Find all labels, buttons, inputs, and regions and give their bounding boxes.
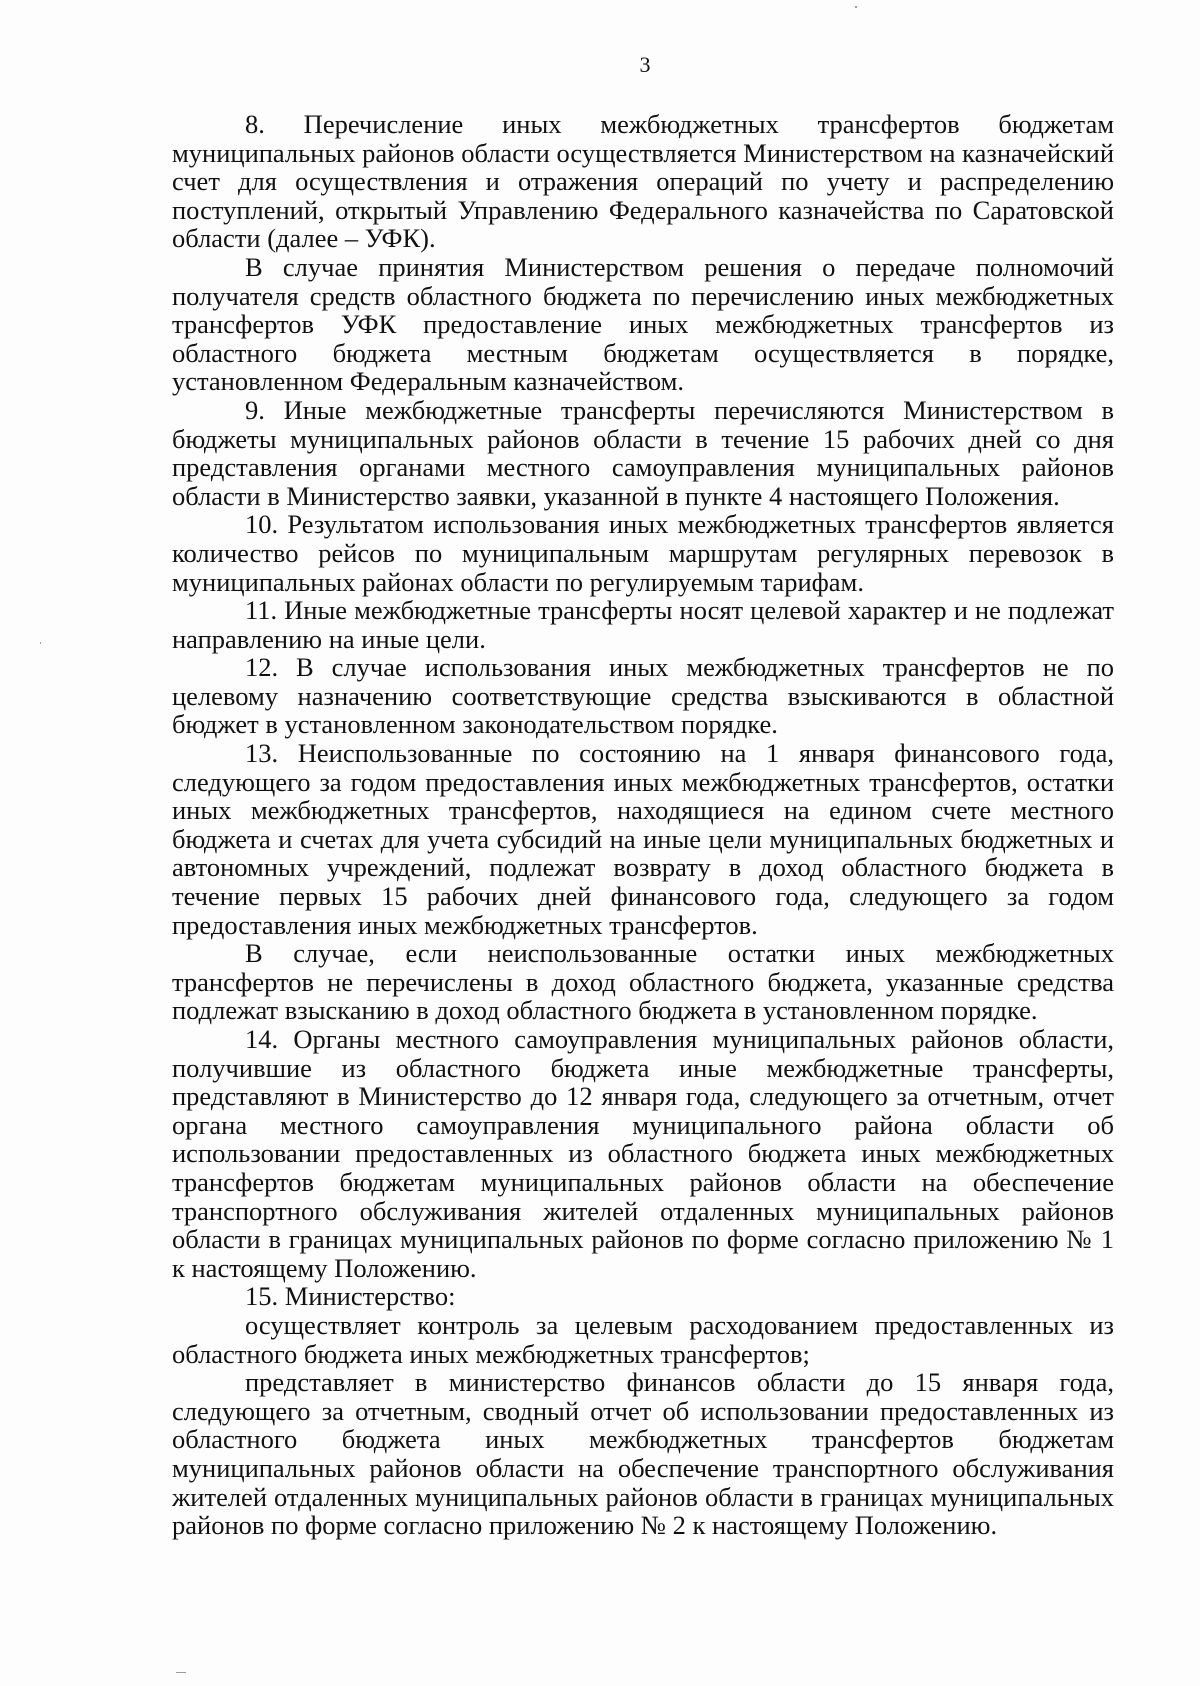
paragraph-13-continuation: В случае, если неиспользованные остатки иных межбюджетных трансфертов не перечислены в доход областного бюджета, указанные средства подлежат взысканию в доход областного бюджета в установленном порядке.	[172, 938, 1114, 1026]
page-number: 3	[639, 52, 651, 77]
paragraph-14: 14. Органы местного самоуправления муниципальных районов области, получившие из областного бюджета иные межбюджетные трансферты, представляют в Министерство до 12 января года, следующего за отчетным, отчет органа местного самоуправления муниципального района области об использовании предоставленных из областного бюджета иных межбюджетных трансфертов бюджетам муниципальных районов области на обеспечение транспортного обслуживания жителей отдаленных муниципальных районов области в границах муниципальных районов по форме согласно приложению № 1 к настоящему Положению.	[172, 1024, 1114, 1283]
scan-speck	[855, 6, 857, 8]
scan-speck	[176, 1672, 186, 1673]
scan-speck	[40, 642, 41, 644]
paragraph-9: 9. Иные межбюджетные трансферты перечисляются Министерством в бюджеты муниципальных районов области в течение 15 рабочих дней со дня представления органами местного самоуправления муниципальных районов области в Министерство заявки, указанной в пункте 4 настоящего Положения.	[172, 394, 1114, 511]
paragraph-15-item-report: представляет в министерство финансов области до 15 января года, следующего за отчетным, сводный отчет об использовании предоставленных из областного бюджета иных межбюджетных трансфертов бюджетам муниципальных районов области на обеспечение транспортного обслуживания жителей отдаленных муниципальных районов области в границах муниципальных районов по форме согласно приложению № 2 к настоящему Положению.	[172, 1367, 1114, 1541]
paragraph-13: 13. Неиспользованные по состоянию на 1 января финансового года, следующего за годом предоставления иных межбюджетных трансфертов, остатки иных межбюджетных трансфертов, находящиеся на едином счете местного бюджета и счетах для учета субсидий на иные цели муниципальных бюджетных и автономных учреждений, подлежат возврату в доход областного бюджета в течение первых 15 рабочих дней финансового года, следующего за годом предоставления иных межбюджетных трансфертов.	[172, 738, 1114, 940]
paragraph-8: 8. Перечисление иных межбюджетных трансфертов бюджетам муниципальных районов области осуществляется Министерством на казначейский счет для осуществления и отражения операций по учету и распределению поступлений, открытый Управлению Федерального казначейства по Саратовской области (далее – УФК).	[172, 109, 1114, 254]
paragraph-11: 11. Иные межбюджетные трансферты носят целевой характер и не подлежат направлению на иные цели.	[172, 595, 1114, 654]
paragraph-8-continuation: В случае принятия Министерством решения о передаче полномочий получателя средств областного бюджета по перечислению иных межбюджетных трансфертов УФК предоставление иных межбюджетных трансфертов из областного бюджета местным бюджетам осуществляется в порядке, установленном Федеральным казначейством.	[172, 251, 1114, 397]
paragraph-15: 15. Министерство:	[245, 1281, 456, 1312]
document-body	[172, 110, 1114, 1540]
paragraph-12: 12. В случае использования иных межбюджетных трансфертов не по целевому назначению соответствующие средства взыскиваются в областной бюджет в установленном законодательством порядке.	[172, 652, 1114, 740]
paragraph-10: 10. Результатом использования иных межбюджетных трансфертов является количество рейсов по муниципальным маршрутам регулярных перевозок в муниципальных районах области по регулируемым тарифам.	[172, 509, 1114, 597]
paragraph-15-item-control: осуществляет контроль за целевым расходованием предоставленных из областного бюджета иных межбюджетных трансфертов;	[172, 1309, 1114, 1369]
